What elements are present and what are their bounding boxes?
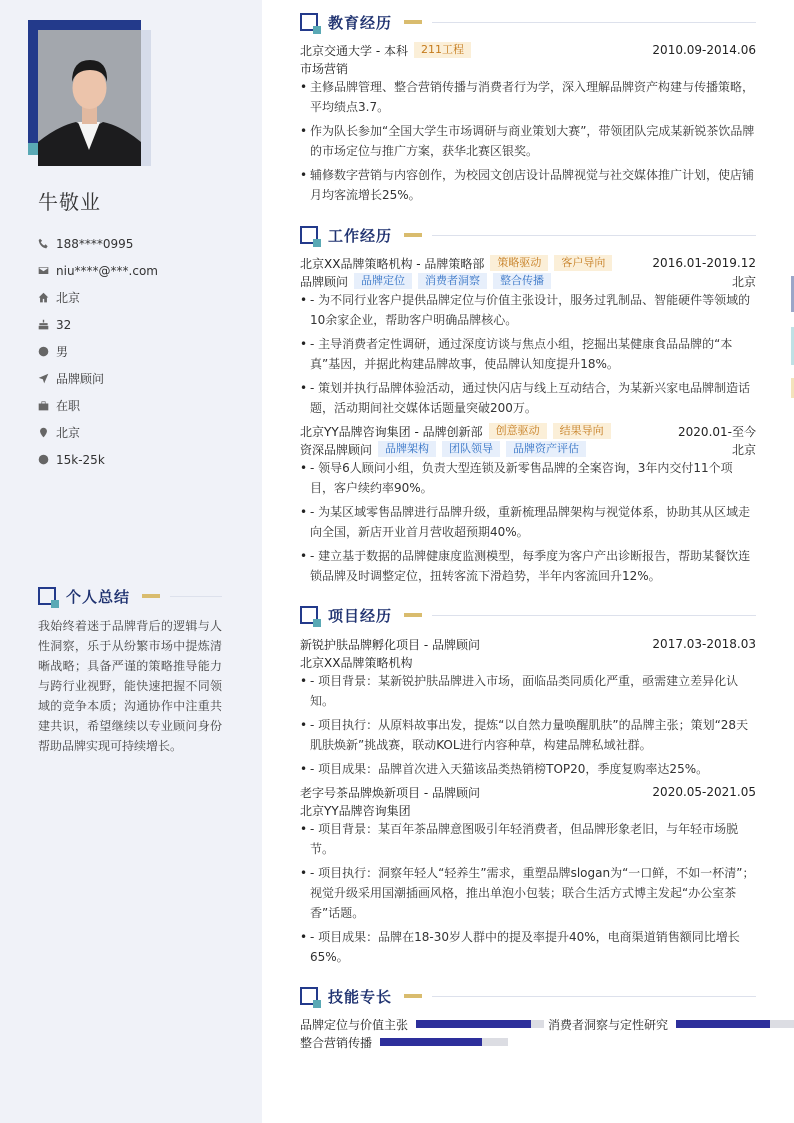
contact-list [38, 230, 158, 473]
projects-section [300, 635, 756, 971]
skill-fill [416, 1020, 531, 1028]
work-header [300, 225, 756, 245]
list-item: • - 项目成果：品牌首次进入天猫该品类热销榜TOP20，季度复购率达25%。 [300, 759, 756, 779]
contact-value: 男 [56, 345, 69, 359]
header-gold-bar [142, 594, 160, 598]
skill-tag: 消费者洞察 [418, 273, 487, 289]
list-item: • - 项目背景：某新锐护肤品牌进入市场，面临品类同质化严重，亟需建立差异化认知。 [300, 671, 756, 711]
cake-icon [38, 319, 56, 330]
section-square-icon [38, 587, 56, 605]
header-gold-bar [404, 994, 422, 998]
gender-icon [38, 346, 56, 357]
list-item: • - 项目执行：从原料故事出发，提炼“以自然力量唤醒肌肤”的品牌主张；策划“28天肌肤焕新”挑战赛，联动KOL进行内容种草，构建品牌私域社群。 [300, 715, 756, 755]
project-org-row [300, 653, 756, 671]
home-icon [38, 292, 56, 303]
briefcase-icon [38, 400, 56, 411]
header-line [432, 996, 756, 997]
job-row [300, 422, 756, 440]
project-bullets [300, 671, 756, 779]
job-row [300, 254, 756, 272]
skills-title: 技能专长 [328, 987, 393, 1006]
education-date: 2010.09-2014.06 [652, 43, 756, 57]
contact-value: 北京 [56, 426, 81, 440]
section-square-icon [300, 13, 318, 31]
job-date: 2020.01-至今 [678, 424, 756, 439]
education-bullets [300, 77, 756, 205]
skill-tag: 品牌架构 [378, 441, 436, 457]
project-date: 2017.03-2018.03 [652, 637, 756, 651]
job-tag: 结果导向 [553, 423, 611, 439]
skill-track [416, 1020, 544, 1028]
contact-value: 在职 [56, 399, 81, 413]
avatar [38, 30, 141, 166]
contact-value: 188****0995 [56, 236, 134, 251]
header-gold-bar [404, 233, 422, 237]
job-city: 北京 [731, 274, 756, 289]
list-item: • - 为不同行业客户提供品牌定位与价值主张设计，服务过乳制品、智能硬件等领域的10余家企业，帮助客户明确品牌核心。 [300, 290, 756, 330]
job-tag: 客户导向 [554, 255, 612, 271]
project-name: 新锐护肤品牌孵化项目 - 品牌顾问 [300, 637, 480, 652]
job-role-row [300, 440, 756, 458]
education-row [300, 41, 756, 59]
work-section [300, 254, 756, 590]
list-item: • - 项目执行：洞察年轻人“轻养生”需求，重塑品牌slogan为“一口鲜，不如一杯清”；视觉升级采用国潮插画风格，推出单泡小包装；联合生活方式博主发起“办公室茶香”话题。 [300, 863, 756, 923]
list-item: • 辅修数字营销与内容创作，为校园文创店设计品牌视觉与社交媒体推广计划，使店铺月均客流增长25%。 [300, 165, 756, 205]
contact-gender [38, 338, 158, 365]
contact-value: niu****@***.com [56, 263, 158, 278]
mail-icon [38, 265, 56, 276]
education-section [300, 41, 756, 209]
project-org: 北京XX品牌策略机构 [300, 655, 413, 670]
job-tag: 策略驱动 [490, 255, 548, 271]
contact-phone [38, 230, 158, 257]
skill-track [380, 1038, 508, 1046]
job-tag: 创意驱动 [489, 423, 547, 439]
list-item: • - 建立基于数据的品牌健康度监测模型，每季度为客户产出诊断报告，帮助某餐饮连锁品牌及时调整定位，扭转客流下滑趋势，半年内客流回升12%。 [300, 546, 756, 586]
header-gold-bar [404, 20, 422, 24]
project-bullets [300, 819, 756, 967]
project-row [300, 783, 756, 801]
job-role: 资深品牌顾问 [300, 442, 373, 457]
skill-item [300, 1015, 544, 1033]
skill-item [300, 1033, 508, 1051]
skill-name: 整合营销传播 [300, 1035, 373, 1050]
skill-track [676, 1020, 794, 1028]
contact-status [38, 392, 158, 419]
phone-icon [38, 238, 56, 249]
skill-tag: 品牌资产评估 [506, 441, 586, 457]
project-org-row [300, 801, 756, 819]
project-row [300, 635, 756, 653]
list-item: • - 领导6人顾问小组，负责大型连锁及新零售品牌的全案咨询，3年内交付11个项目，客户续约率90%。 [300, 458, 756, 498]
contact-age [38, 311, 158, 338]
skill-fill [676, 1020, 770, 1028]
projects-header [300, 605, 756, 625]
skill-item [548, 1015, 794, 1033]
projects-title: 项目经历 [328, 606, 393, 625]
contact-value: 北京 [56, 291, 81, 305]
contact-email [38, 257, 158, 284]
job-bullets [300, 290, 756, 418]
contact-value: 32 [56, 317, 72, 332]
frame-shadow-strip [141, 30, 151, 166]
salary-icon [38, 454, 56, 465]
section-square-icon [300, 226, 318, 244]
list-item: • - 主导消费者定性调研，通过深度访谈与焦点小组，挖掘出某健康食品品牌的“本真”基因，并据此构建品牌故事，使品牌认知度提升18%。 [300, 334, 756, 374]
list-item: • - 策划并执行品牌体验活动，通过快闪店与线上互动结合，为某新兴家电品牌制造话题，活动期间社交媒体话题量突破200万。 [300, 378, 756, 418]
contact-home [38, 284, 158, 311]
section-square-icon [300, 987, 318, 1005]
project-org: 北京YY品牌咨询集团 [300, 803, 411, 818]
section-square-icon [300, 606, 318, 624]
project-name: 老字号茶品牌焕新项目 - 品牌顾问 [300, 785, 480, 800]
job-date: 2016.01-2019.12 [652, 256, 756, 270]
header-gold-bar [404, 613, 422, 617]
header-line [432, 235, 756, 236]
sidebar [0, 0, 262, 1123]
header-line [170, 596, 222, 597]
major: 市场营销 [300, 61, 349, 76]
list-item: • 作为队长参加“全国大学生市场调研与商业策划大赛”，带领团队完成某新锐茶饮品牌的市场定位与推广方案，获华北赛区银奖。 [300, 121, 756, 161]
skill-tag: 整合传播 [493, 273, 551, 289]
major-row [300, 59, 756, 77]
contact-salary [38, 446, 158, 473]
contact-value: 品牌顾问 [56, 372, 105, 386]
job-role-row [300, 272, 756, 290]
job-bullets [300, 458, 756, 586]
skill-fill [380, 1038, 482, 1046]
job-org: 北京YY品牌咨询集团 - 品牌创新部 [300, 424, 483, 439]
education-header [300, 12, 756, 32]
skill-tag: 品牌定位 [354, 273, 412, 289]
send-icon [38, 373, 56, 384]
candidate-name: 牛敬业 [38, 190, 101, 214]
education-title: 教育经历 [328, 13, 393, 32]
skills-header [300, 986, 756, 1006]
list-item: • - 为某区域零售品牌进行品牌升级，重新梳理品牌架构与视觉体系，协助其从区域走向全国，新店开业首月营收超预期40%。 [300, 502, 756, 542]
school-tag: 211工程 [414, 42, 471, 58]
job-role: 品牌顾问 [300, 274, 349, 289]
contact-location [38, 419, 158, 446]
skill-name: 品牌定位与价值主张 [300, 1017, 409, 1032]
school-name: 北京交通大学 - 本科 [300, 43, 408, 58]
list-item: • - 项目成果：品牌在18-30岁人群中的提及率提升40%，电商渠道销售额同比增长65%。 [300, 927, 756, 967]
skill-tag: 团队领导 [442, 441, 500, 457]
contact-value: 15k-25k [56, 452, 105, 467]
summary-header [38, 586, 222, 606]
skill-name: 消费者洞察与定性研究 [548, 1017, 669, 1032]
header-line [432, 22, 756, 23]
project-date: 2020.05-2021.05 [652, 785, 756, 799]
location-pin-icon [38, 427, 56, 438]
job-org: 北京XX品牌策略机构 - 品牌策略部 [300, 256, 485, 271]
job-city: 北京 [731, 442, 756, 457]
summary-text: 我始终着迷于品牌背后的逻辑与人性洞察，乐于从纷繁市场中提炼清晰战略；具备严谨的策略推导能力与跨行业视野，能快速把握不同领域的竞争本质；沟通协作中注重共建共识，希望继续以专业顾问身份帮助品牌实现可持续增长。 [38, 619, 222, 753]
header-line [432, 615, 756, 616]
list-item: • 主修品牌管理、整合营销传播与消费者行为学，深入理解品牌资产构建与传播策略，平均绩点3.7。 [300, 77, 756, 117]
work-title: 工作经历 [328, 226, 393, 245]
summary-title: 个人总结 [66, 587, 131, 606]
list-item: • - 项目背景：某百年茶品牌意图吸引年轻消费者，但品牌形象老旧，与年轻市场脱节。 [300, 819, 756, 859]
contact-position [38, 365, 158, 392]
